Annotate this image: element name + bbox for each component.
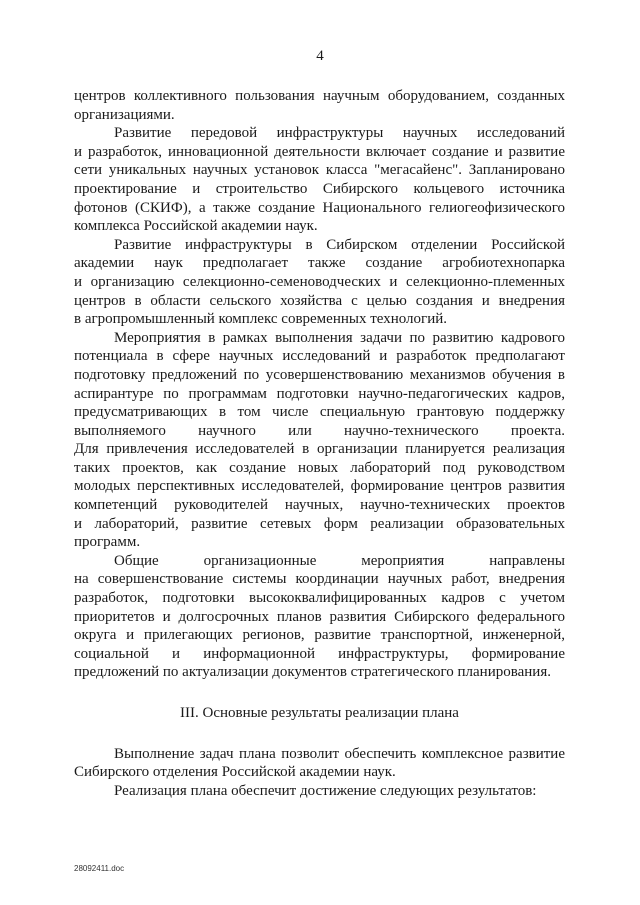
text-line: выполняемого научного или научно-технического проекта. [74,422,565,439]
text-line: разработок, подготовки высококвалифицированных кадров с учетом [74,590,565,607]
text-line: и разработок, инновационной деятельности включает создание и развитие [74,143,565,160]
text-line: и организацию селекционно-семеноводческих и селекционно-племенных [74,273,565,290]
paragraph-results-lead [74,782,565,801]
text-line: предусматривающих в том числе специальную грантовую поддержку [74,404,565,421]
text-line: Сибирского отделения Российской академии наук. [74,764,396,781]
document-body [74,87,565,800]
text-line: в агропромышленный комплекс современных технологий. [74,311,448,328]
text-line: приоритетов и долгосрочных планов развития Сибирского федерального [74,608,565,625]
document-footer: 28092411.doc [74,864,125,873]
text-line: организациями. [74,106,175,123]
paragraph-continuation [74,87,565,124]
text-line: молодых перспективных исследователей, формирование центров развития [74,478,565,495]
text-line: Реализация плана обеспечит достижение следующих результатов: [114,782,537,799]
text-line: аспирантуре по программам подготовки научно-педагогических кадров, [74,385,565,402]
text-line: проектирование и строительство Сибирского кольцевого источника [74,180,565,197]
text-line: потенциала в сфере научных исследований и разработок предполагают [74,348,565,365]
text-line: социальной и информационной инфраструктуры, формирование [74,645,565,662]
paragraph-results-intro [74,745,565,782]
text-line: Выполнение задач плана позволит обеспечить комплексное развитие [114,745,565,762]
text-line: академии наук предполагает также создание агробиотехнопарка [74,255,565,272]
paragraph-personnel [74,329,565,552]
text-line: центров коллективного пользования научным оборудованием, созданных [74,88,565,104]
text-line: Развитие передовой инфраструктуры научных исследований [114,125,565,142]
text-line: центров в области сельского хозяйства с целью создания и внедрения [74,292,565,309]
page-number: 4 [316,48,324,64]
text-line: Развитие инфраструктуры в Сибирском отделении Российской [114,236,565,253]
text-line: сети уникальных научных установок класса "мегасайенс". Запланировано [74,162,565,179]
text-line: таких проектов, как создание новых лабораторий под руководством [74,459,565,476]
text-line: фотонов (СКИФ), а также создание Национального гелиогеофизического [74,199,565,216]
text-line: и лабораторий, развитие сетевых форм реализации образовательных [74,515,565,532]
text-line: Для привлечения исследователей в организации планируется реализация [74,441,565,458]
section-heading: III. Основные результаты реализации плана [180,705,459,721]
text-line: Мероприятия в рамках выполнения задачи по развитию кадрового [114,329,565,346]
paragraph-organizational [74,552,565,682]
paragraph-infrastructure [74,124,565,236]
paragraph-siberian-branch [74,236,565,329]
text-line: программ. [74,534,141,551]
text-line: комплекса Российской академии наук. [74,218,318,235]
text-line: округа и прилегающих регионов, развитие транспортной, инженерной, [74,627,565,644]
text-line: подготовку предложений по усовершенствованию механизмов обучения в [74,366,565,383]
text-line: предложений по актуализации документов стратегического планирования. [74,664,551,681]
text-line: на совершенствование системы координации научных работ, внедрения [74,571,565,588]
text-line: компетенций руководителей научных, научно-технических проектов [74,497,565,514]
text-line: Общие организационные мероприятия направлены [114,552,565,569]
